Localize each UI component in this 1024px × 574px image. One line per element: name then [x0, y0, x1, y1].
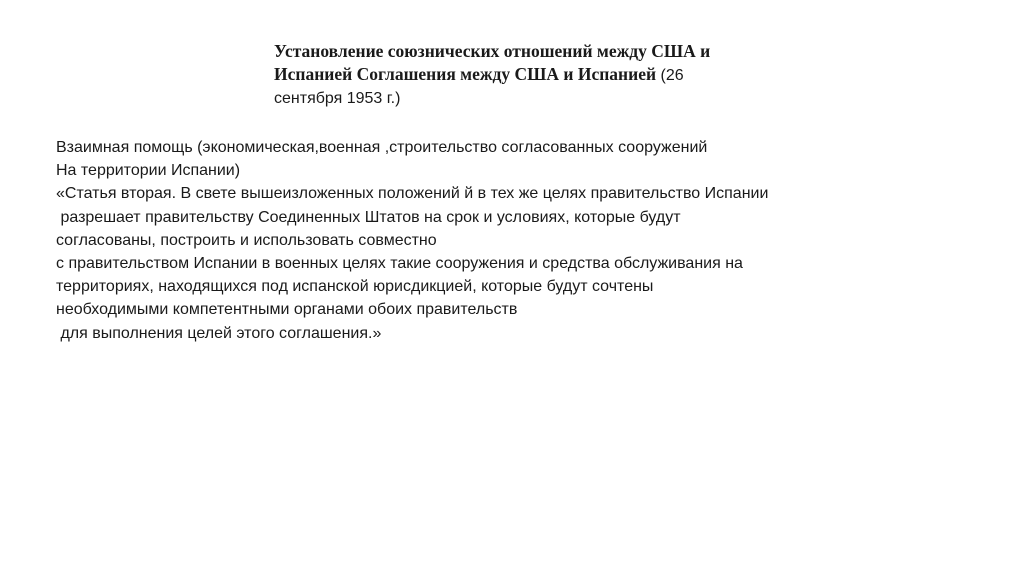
body-line: территориях, находящихся под испанской юрисдикцией, которые будут сочтены — [56, 278, 654, 296]
body-line: разрешает правительству Соединенных Штатов на срок и условиях, которые будут — [56, 208, 681, 226]
body-text — [56, 136, 956, 345]
body-line: «Статья вторая. В свете вышеизложенных положений й в тех же целях правительство Испании — [56, 185, 769, 203]
title-line-3: сентября 1953 г.) — [274, 90, 401, 107]
body-line: с правительством Испании в военных целях такие сооружения и средства обслуживания на — [56, 255, 743, 273]
body-line: необходимыми компетентными органами обоих правительств — [56, 301, 518, 319]
slide-title — [274, 40, 794, 110]
body-line: для выполнения целей этого соглашения.» — [56, 324, 382, 342]
title-line-1: Установление союзнических отношений между США и — [274, 41, 711, 61]
body-line: согласованы, построить и использовать совместно — [56, 231, 437, 249]
title-line-2-bold: Испанией Соглашения между США и Испанией — [274, 64, 657, 84]
body-line: На территории Испании) — [56, 162, 241, 180]
body-line: Взаимная помощь (экономическая,военная ,строительство согласованных сооружений — [56, 139, 708, 156]
title-line-2 — [274, 63, 794, 87]
title-line-2-date: (26 — [656, 67, 684, 84]
